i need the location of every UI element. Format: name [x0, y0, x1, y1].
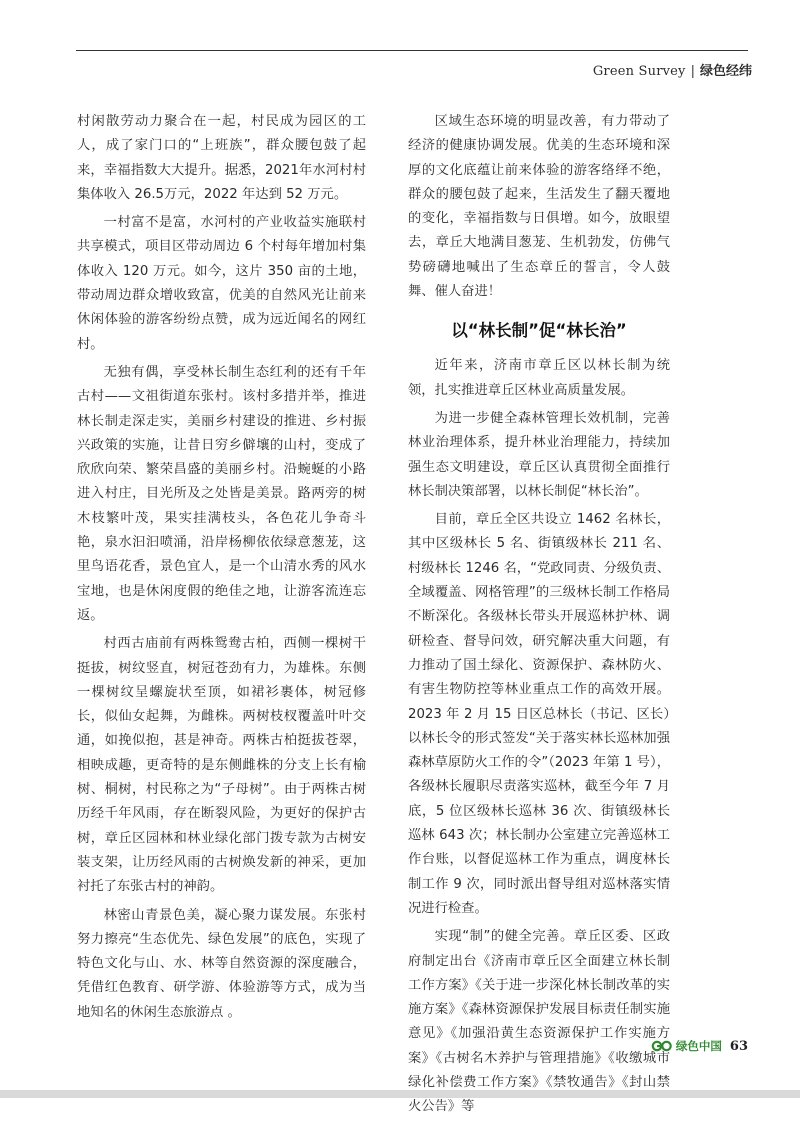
paragraph: 无独有偶，享受林长制生态红利的还有千年古村——文祖街道东张村。该村多措并举，推进林长制走深走实，美丽乡村建设的推进、乡村振兴政策的实施，让昔日穷乡僻壤的山村，变成了欣欣向荣、繁荣昌盛的美丽乡村。沿蜿蜒的小路进入村庄，目光所及之处皆是美景。路两旁的树木枝繁叶茂，果实挂满枝头，各色花儿争奇斗艳，泉水汩汩喷涌，沿岸杨柳依依绿意葱茏，这里鸟语花香，景色宜人，是一个山清水秀的风水宝地，也是休闲度假的绝佳之地，让游客流连忘返。: [77, 364, 366, 623]
paragraph: 村西古庙前有两株鸳鸯古柏，西侧一棵树干挺拔，树纹竖直，树冠苍劲有力，为雄株。东侧一棵树纹呈螺旋状至顶，如裙衫裹体，树冠修长，似仙女起舞，为雌株。两树枝杈覆盖叶叶交通，如挽似抱，甚是神奇。两株古柏挺拔苍翠，相映成趣，更奇特的是东侧雌株的分支上长有榆树、桐树，村民称之为“子母树”。由于两株古树历经千年风雨，存在断裂风险，为更好的保护古树，章丘区园林和林业绿化部门拨专款为古树安装支架，让历经风雨的古树焕发新的神采，更加衬托了东张古村的神韵。: [77, 636, 366, 895]
paragraph: 区域生态环境的明显改善，有力带动了经济的健康协调发展。优美的生态环境和深厚的文化底蕴让前来体验的游客络绎不绝，群众的腰包鼓了起来，生活发生了翻天覆地的变化，幸福指数与日俱增。如今，放眼望去，章丘大地满目葱茏、生机勃发，仿佛气势磅礴地喊出了生态章丘的誓言，令人鼓舞、催人奋进！: [408, 114, 670, 300]
header-separator: |: [690, 64, 695, 79]
magazine-logo: [651, 1038, 722, 1054]
section-title: 以“林长制”促“林长治”: [451, 321, 627, 341]
green-china-logo-icon: [651, 1040, 673, 1052]
page-number: 63: [729, 1038, 748, 1054]
paragraph: 村闲散劳动力聚合在一起，村民成为园区的工人，成了家门口的“上班族”，群众腰包鼓了起来，幸福指数大大提升。据悉，2021年水河村村集体收入 26.5万元，2022 年达到 52 万元。: [77, 114, 366, 202]
paragraph: 实现“制”的健全完善。章丘区委、区政府制定出台《济南市章丘区全面建立林长制工作方案》《关于进一步深化林长制改革的实施方案》《森林资源保护发展目标责任制实施意见》《加强沿黄生态资源保护工作实施方案》《古树名木养护与管理措施》《收缴城市绿化补偿费工作方案》《禁牧通告》《封山禁火公告》等: [408, 929, 670, 1115]
right-column: [408, 110, 670, 1124]
magazine-name: Green Survey: [592, 64, 686, 79]
column-name: 绿色经纬: [699, 64, 752, 79]
header-rule: [76, 50, 748, 51]
paragraph: 林密山青景色美，凝心聚力谋发展。东张村努力擦亮“生态优先、绿色发展”的底色，实现了特色文化与山、水、林等自然资源的深度融合，凭借红色教育、研学游、体验游等方式，成为当地知名的休闲生态旅游点 。: [77, 907, 366, 1020]
left-column: [77, 110, 366, 1029]
bottom-edge-shade: [0, 1090, 800, 1098]
running-header: [593, 60, 752, 79]
paragraph: 目前，章丘全区共设立 1462 名林长，其中区级林长 5 名、街镇级林长 211 名、村级林长 1246 名，“党政同责、分级负责、全域覆盖、网格管理”的三级林长制工作格局不断深化。各级林长带头开展巡林护林、调研检查、督导问效，研究解决重大问题，有力推动了国土绿化、资源保护、森林防火、有害生物防控等林业重点工作的高效开展。2023 年 2 月 15 日区总林长（书记、区长）以林长令的形式签发“关于落实林长巡林加强森林草原防火工作的令”（2023 年第 1 号），各级林长履职尽责落实巡林，截至今年 7 月底，5 位区级林长巡林 36 次、街镇级林长巡林 643 次；林长制办公室建立完善巡林工作台账，以督促巡林工作为重点，调度林长制工作 9 次，同时派出督导组对巡林落实情况进行检查。: [408, 512, 670, 916]
paragraph: 一村富不是富，水河村的产业收益实施联村共享模式，项目区带动周边 6 个村每年增加村集体收入 120 万元。如今，这片 350 亩的土地，带动周边群众增收致富，优美的自然风光让前来休闲体验的游客纷纷点赞，成为远近闻名的网红村。: [77, 215, 366, 352]
paragraph: 为进一步健全森林管理长效机制，完善林业治理体系，提升林业治理能力，持续加强生态文明建设，章丘区认真贯彻全面推行林长制决策部署，以林长制促“林长治”。: [408, 410, 670, 499]
logo-text: 绿色中国: [675, 1039, 722, 1053]
page-footer: [651, 1038, 748, 1054]
paragraph: 近年来，济南市章丘区以林长制为统领，扎实推进章丘区林业高质量发展。: [408, 358, 670, 398]
